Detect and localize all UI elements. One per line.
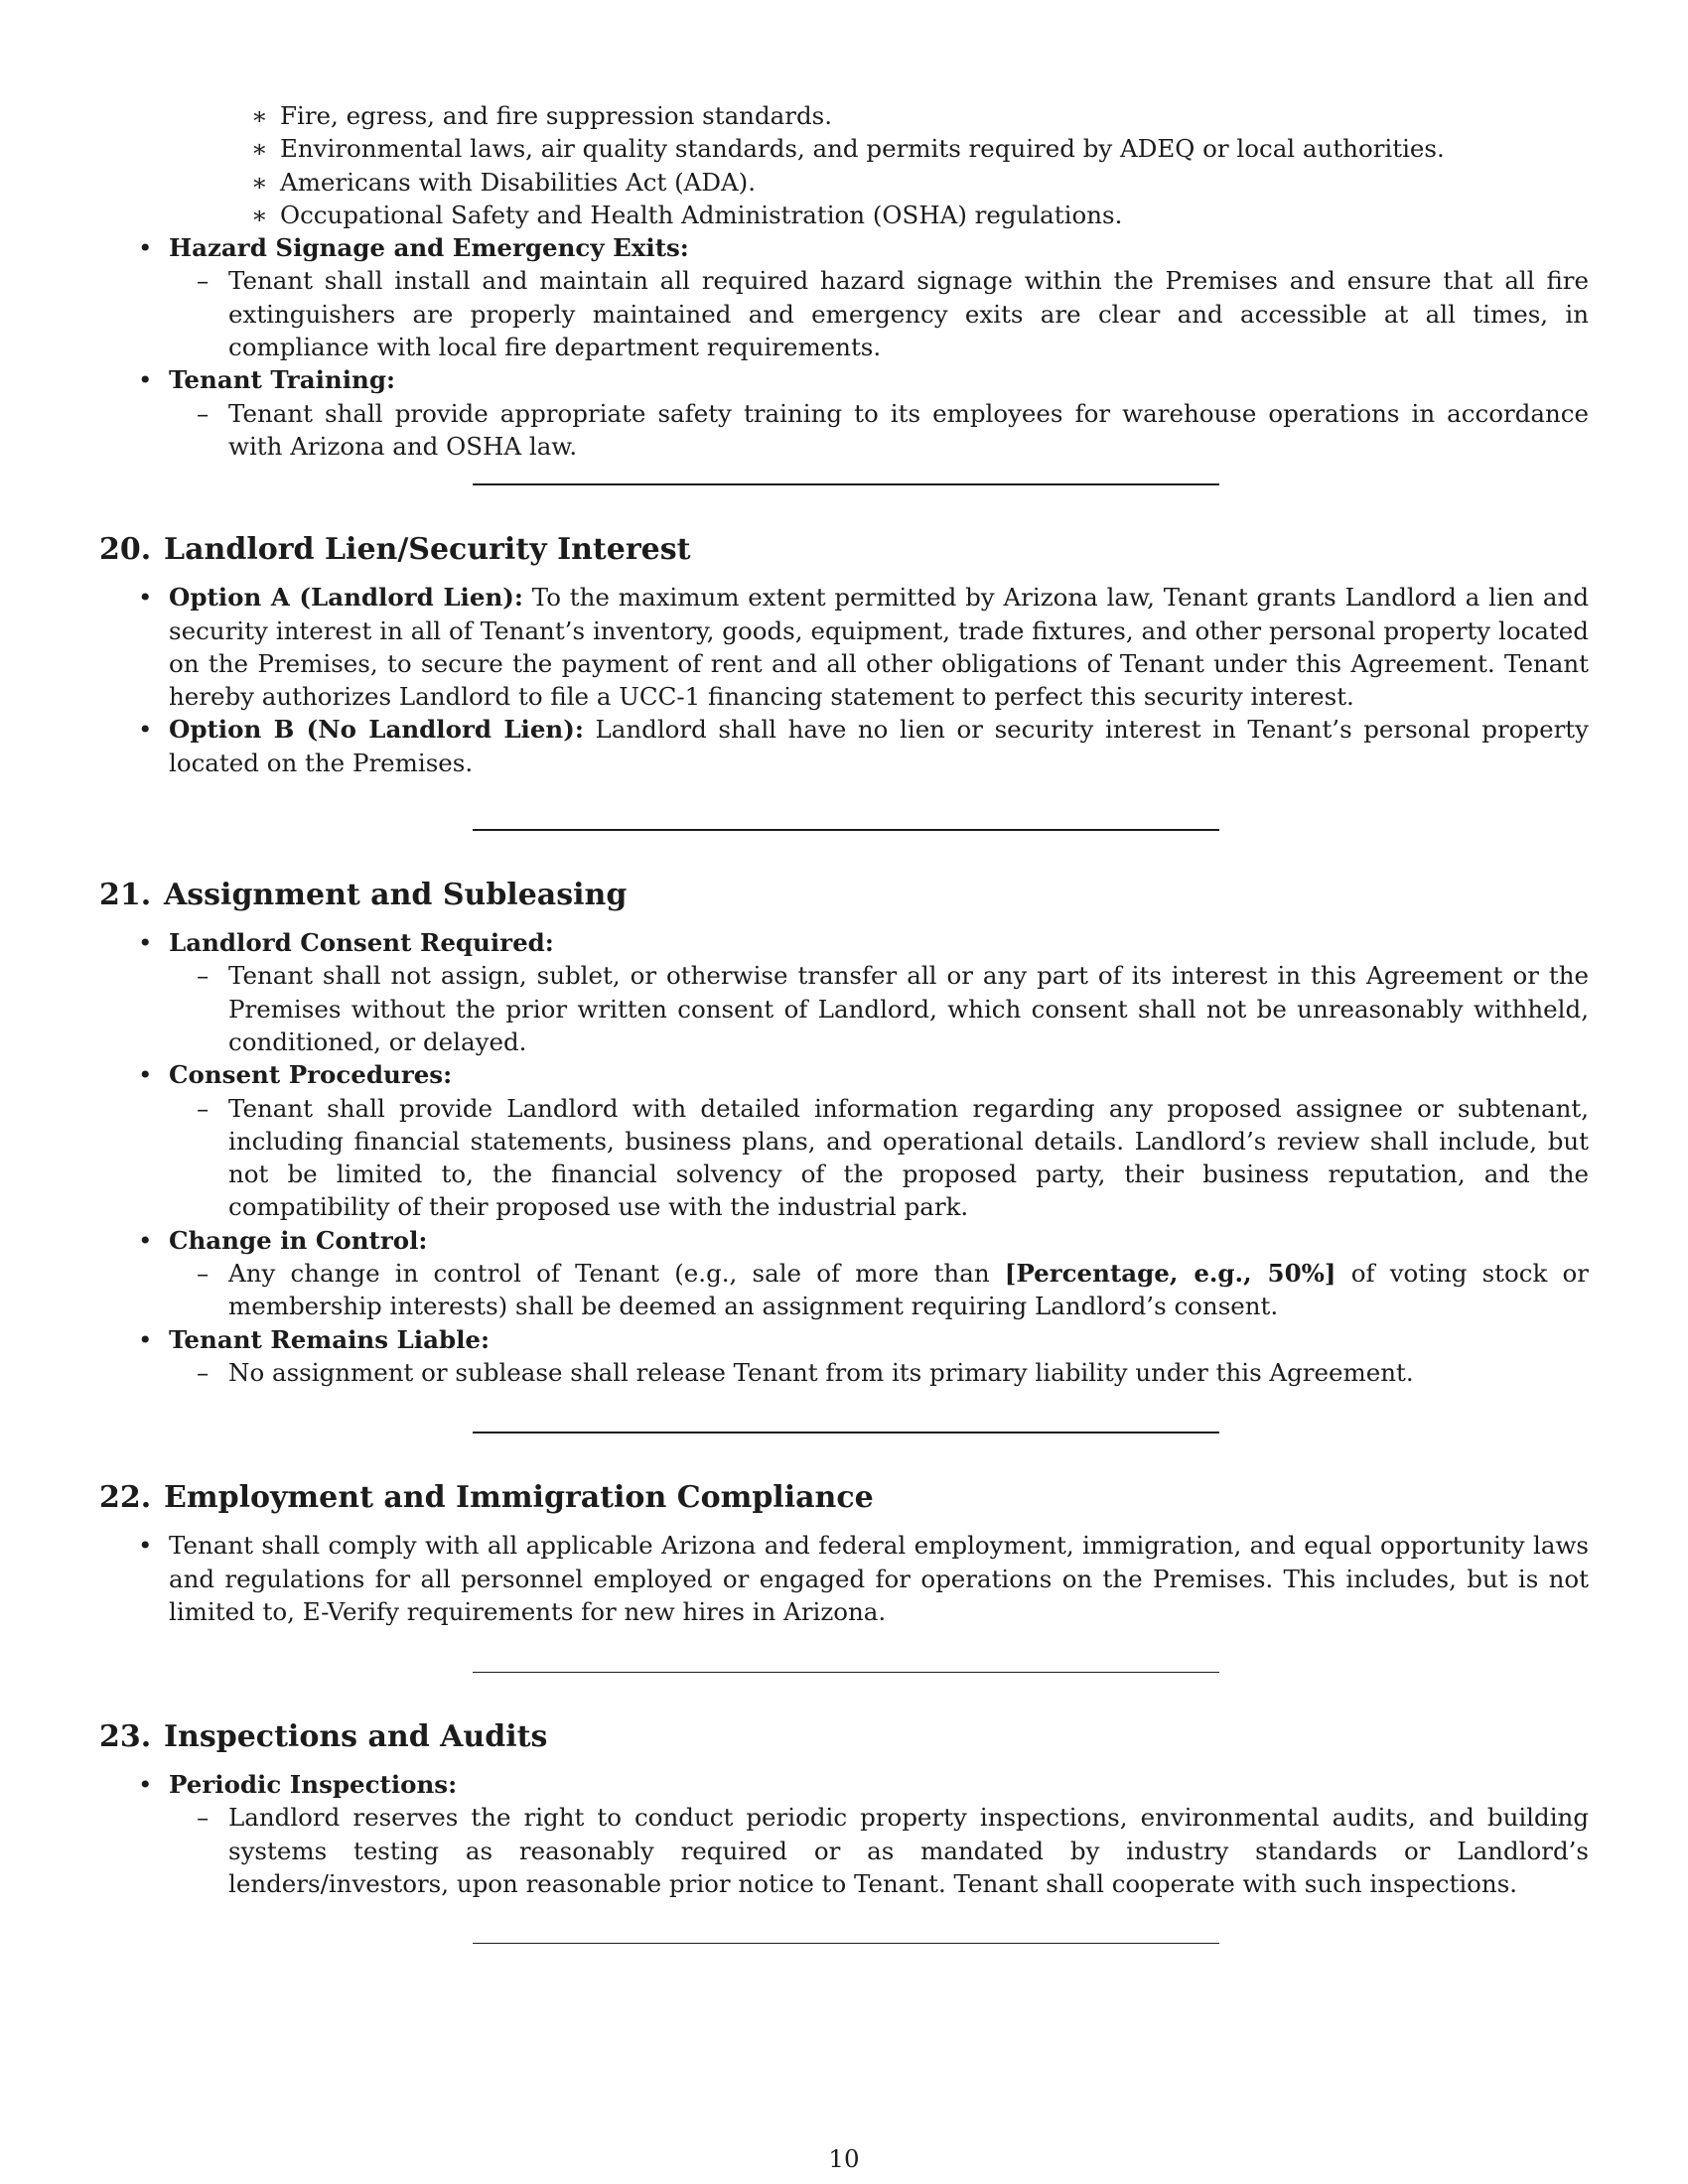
section-heading-23: 23. Inspections and Audits: [99, 1719, 548, 1755]
dash-bullet-icon: –: [197, 1803, 210, 1833]
list-item: • Option A (Landlord Lien): To the maximum extent permitted by Arizona law, Tenant grants Landlord a lien and security interest in all of Tenant’s inventory, goods, equipment, trade fixtures, and other personal property located on the Premises, to secure the payment of rent and all other obligations of Tenant under this Agreement. Tenant hereby authorizes Landlord to file a UCC-1 financing statement to perfect this security interest.: [138, 583, 1590, 712]
list-item: – Tenant shall provide appropriate safety training to its employees for warehouse operations in accordance with Arizona and OSHA law.: [197, 398, 1589, 461]
list-item: – No assignment or sublease shall release Tenant from its primary liability under this Agreement.: [99, 1356, 1589, 1389]
dash-bullet-icon: –: [197, 266, 210, 296]
dash-bullet-icon: –: [197, 398, 210, 428]
dash-bullet-icon: –: [197, 1357, 210, 1387]
list-item: – Tenant shall not assign, sublet, or otherwise transfer all or any part of its interest in this Agreement or the Premises without the prior written consent of Landlord, which consent shall not be unreasonably withheld, conditioned, or delayed.: [197, 961, 1589, 1056]
list-item: ∗ Occupational Safety and Health Administration (OSHA) regulations.: [99, 199, 1589, 231]
list-item: – Any change in control of Tenant (e.g., sale of more than [Percentage, e.g., 50%] of voting stock or membership interests) shall be deemed an assignment requiring Landlord’s consent.: [197, 1259, 1589, 1321]
list-item: ∗ Environmental laws, air quality standards, and permits required by ADEQ or local authorities.: [99, 132, 1589, 165]
section-divider: [473, 829, 1219, 831]
asterisk-bullet-icon: ∗: [251, 101, 268, 130]
dash-bullet-icon: –: [197, 961, 210, 991]
dash-bullet-icon: –: [197, 1093, 210, 1123]
section-heading-21: 21. Assignment and Subleasing: [99, 878, 628, 913]
bullet-icon: •: [138, 1225, 153, 1255]
section-divider: [473, 1943, 1219, 1944]
section-divider: [473, 1432, 1219, 1433]
list-item: ∗ Americans with Disabilities Act (ADA).: [99, 166, 1589, 199]
item-label: Option A (Landlord Lien):: [169, 583, 523, 613]
list-item: – Tenant shall install and maintain all required hazard signage within the Premises and ensure that all fire extinguishers are properly maintained and emergency exits are clear and accessible at all times, in compliance with local fire department requirements.: [197, 266, 1589, 362]
document-page: [99, 99, 1589, 1944]
bullet-icon: •: [138, 1324, 153, 1354]
list-item: • Option B (No Landlord Lien): Landlord shall have no lien or security interest in Tenant’s personal property located on the Premises.: [138, 715, 1589, 777]
list-item: ∗ Fire, egress, and fire suppression standards.: [99, 99, 1589, 132]
section-heading-20: 20. Landlord Lien/Security Interest: [99, 532, 691, 568]
list-item: [99, 1768, 1589, 1801]
bullet-icon: •: [138, 233, 153, 263]
section-divider: [473, 1672, 1219, 1673]
list-item: [99, 231, 1589, 264]
placeholder-field: [Percentage, e.g., 50%]: [1004, 1259, 1336, 1289]
list-item: [99, 363, 1589, 396]
item-label: Change in Control:: [169, 1225, 428, 1255]
bullet-icon: •: [138, 1770, 153, 1800]
page-number: 10: [828, 2144, 860, 2173]
bullet-icon: •: [138, 1060, 153, 1090]
list-item: [99, 1323, 1589, 1356]
list-item: – Tenant shall provide Landlord with detailed information regarding any proposed assignee or subtenant, including financial statements, business plans, and operational details. Landlord’s review shall include, but not be limited to, the financial solvency of the proposed party, their business reputation, and the compatibility of their proposed use with the industrial park.: [197, 1093, 1589, 1222]
item-label: Hazard Signage and Emergency Exits:: [169, 233, 689, 263]
bullet-icon: •: [138, 715, 153, 745]
section-heading-22: 22. Employment and Immigration Compliance: [99, 1480, 874, 1516]
item-label: Option B (No Landlord Lien):: [169, 715, 584, 745]
item-label: Landlord Consent Required:: [169, 928, 554, 958]
list-item: [99, 1224, 1589, 1257]
item-label: Tenant Remains Liable:: [169, 1324, 491, 1354]
asterisk-bullet-icon: ∗: [251, 200, 268, 229]
asterisk-bullet-icon: ∗: [251, 134, 268, 164]
list-item: • Tenant shall comply with all applicable Arizona and federal employment, immigration, and equal opportunity laws and regulations for all personnel employed or engaged for operations on the Premises. This includes, but is not limited to, E-Verify requirements for new hires in Arizona.: [138, 1531, 1589, 1626]
item-label: Tenant Training:: [169, 365, 396, 395]
section-divider: [473, 483, 1219, 485]
list-item: – Landlord reserves the right to conduct periodic property inspections, environmental audits, and building systems testing as reasonably required or as mandated by industry standards or Landlord’s lenders/investors, upon reasonable prior notice to Tenant. Tenant shall cooperate with such inspections.: [197, 1803, 1589, 1898]
dash-bullet-icon: –: [197, 1259, 210, 1289]
item-label: Periodic Inspections:: [169, 1770, 458, 1800]
bullet-icon: •: [138, 1531, 153, 1561]
bullet-icon: •: [138, 583, 153, 613]
item-label: Consent Procedures:: [169, 1060, 453, 1090]
bullet-icon: •: [138, 928, 153, 958]
bullet-icon: •: [138, 365, 153, 395]
asterisk-bullet-icon: ∗: [251, 167, 268, 197]
list-item: [99, 1058, 1589, 1091]
list-item: [99, 926, 1589, 959]
